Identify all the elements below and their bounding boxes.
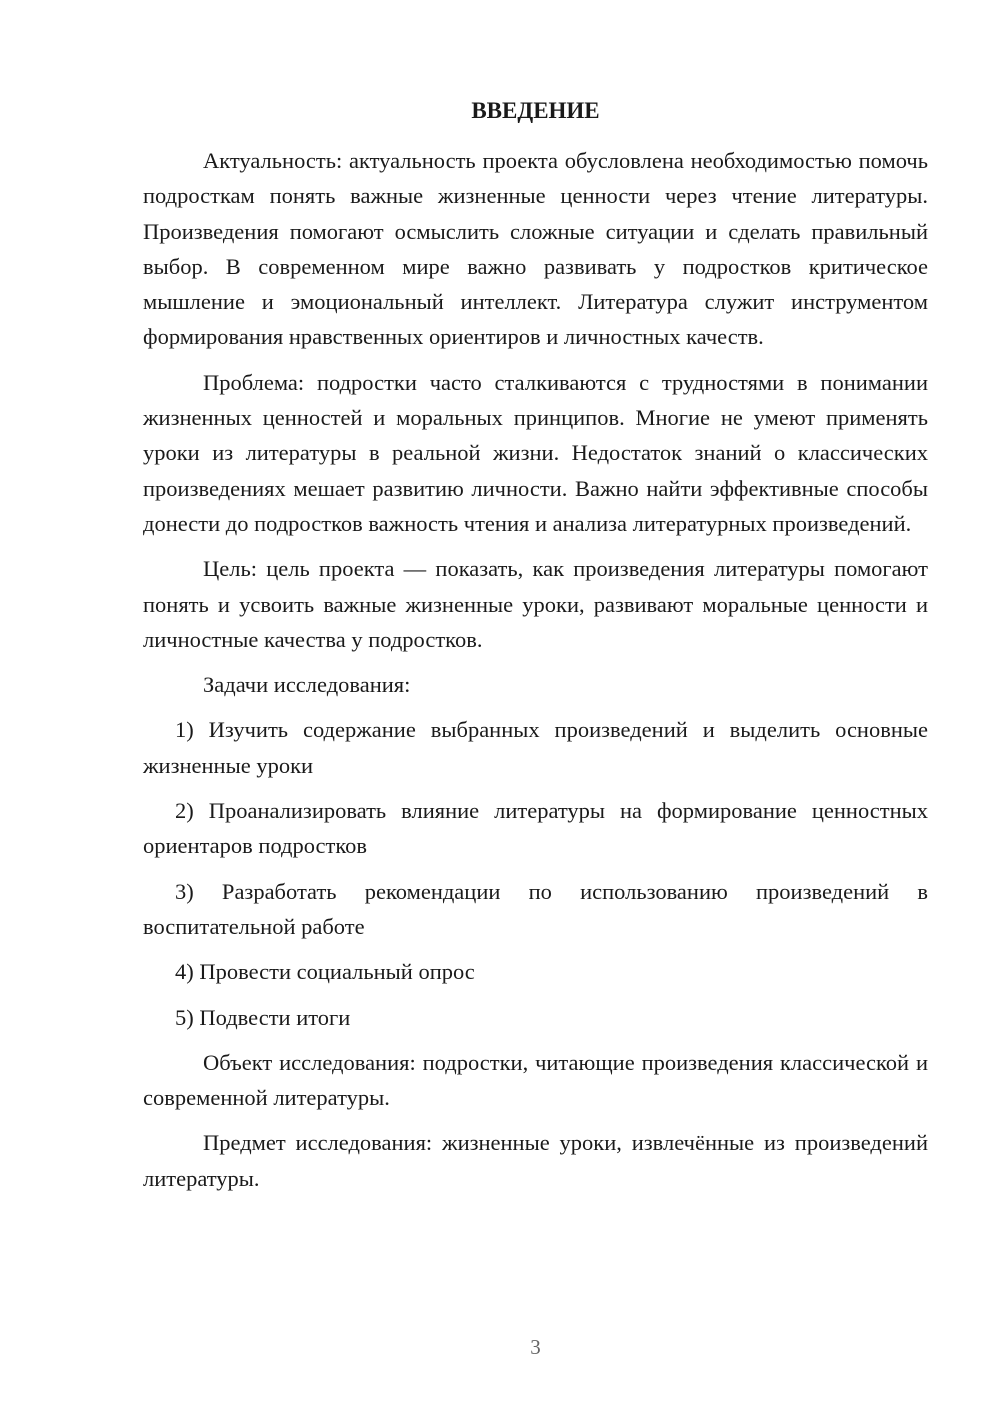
task-item: 4) Провести социальный опрос: [175, 959, 475, 985]
relevance-paragraph: Актуальность: актуальность проекта обусловлена необходимостью помочь подросткам понять важные жизненные ценности через чтение литературы. Произведения помогают осмыслить сложные ситуации и сделать правильный выбор. В современном мире важно развивать у подростков критическое мышление и эмоциональный интеллект. Литература служит инструментом формирования нравственных ориентиров и личностных качеств.: [143, 148, 928, 350]
document-body: [143, 143, 928, 1206]
task-item: 5) Подвести итоги: [175, 1004, 351, 1030]
subject-paragraph: Предмет исследования: жизненные уроки, извлечённые из произведений литературы.: [143, 1130, 928, 1191]
page-title: ВВЕДЕНИЕ: [471, 98, 600, 123]
goal-paragraph: Цель: цель проекта — показать, как произведения литературы помогают понять и усвоить важные жизненные уроки, развивают моральные ценности и личностные качества у подростков.: [143, 556, 928, 652]
tasks-heading: Задачи исследования:: [203, 672, 411, 698]
document-page: [143, 0, 928, 1414]
problem-paragraph: Проблема: подростки часто сталкиваются с трудностями в понимании жизненных ценностей и моральных принципов. Многие не умеют применять уроки из литературы в реальной жизни. Недостаток знаний о классических произведениях мешает развитию личности. Важно найти эффективные способы донести до подростков важность чтения и анализа литературных произведений.: [143, 369, 928, 536]
task-item: 1) Изучить содержание выбранных произведений и выделить основные жизненные уроки: [143, 717, 928, 778]
task-item: 2) Проанализировать влияние литературы на формирование ценностных ориентаров подростков: [143, 798, 928, 859]
page-number: 3: [530, 1335, 541, 1359]
object-paragraph: Объект исследования: подростки, читающие произведения классической и современной литературы.: [143, 1049, 928, 1111]
task-item: 3) Разработать рекомендации по использованию произведений в воспитательной работе: [143, 878, 928, 939]
